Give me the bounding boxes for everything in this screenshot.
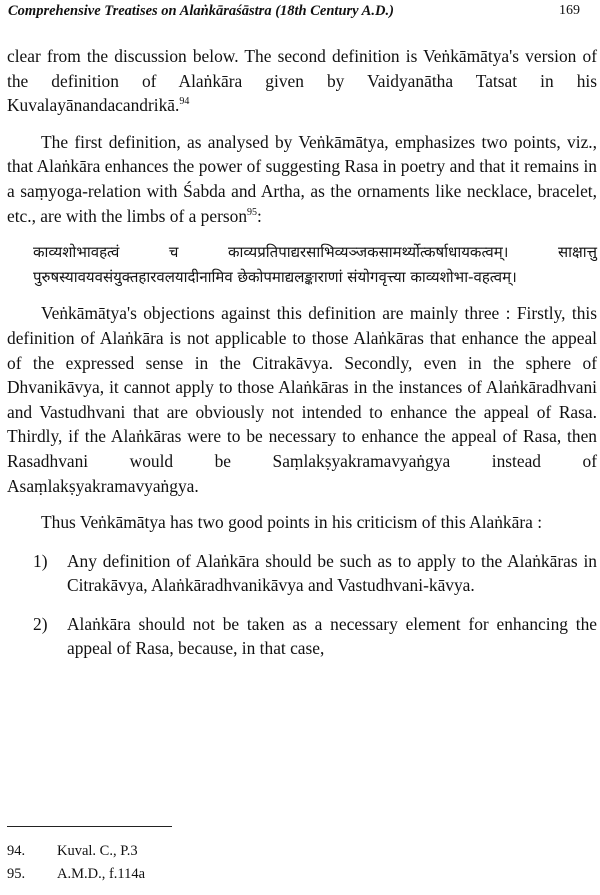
footnote-number: 94.	[7, 843, 26, 859]
paragraph-3: Veṅkāmātya's objections against this definition are mainly three : Firstly, this definition of Alaṅkāra is not applicable to those Alaṅkāras that enhance the appeal of the expressed sense in the Citrakāvya. Secondly, even in the sphere of Dhvanikāvya, it cannot apply to those Alaṅkāras in the instances of Alaṅkāradhvani and Vastudhvani that are obviously not intended to enhance the appeal of Rasa. Thirdly, if the Alaṅkāras were to be necessary to enhance the appeal of Rasa, then Rasadhvani would be Saṃlakṣyakramavyaṅgya instead of Asaṃlakṣyakramavyaṅgya.	[7, 303, 597, 496]
paragraph-2-text: The first definition, as analysed by Veṅkāmātya, emphasizes two points, viz., that Alaṅkāra enhances the power of suggesting Rasa in poetry and that it remains in a saṃyoga-relation with Śabda and Artha, as the ornaments like necklace, bracelet, etc., are with the limbs of a person	[7, 131, 597, 226]
list-item-number: 2)	[33, 613, 48, 634]
running-header	[8, 3, 580, 25]
main-text	[7, 44, 597, 661]
footnote-number: 95.	[7, 866, 26, 882]
paragraph-2-tail: :	[257, 205, 262, 226]
sanskrit-quotation: काव्यशोभावहत्वं च काव्यप्रतिपाद्यरसाभिव्यञ्जकसामर्थ्योत्कर्षाधायकत्वम्। साक्षात्तु पुरुषस्यावयवसंयुक्तहारवलयादीनामिव छेकोपमाद्यलङ्काराणां संयोगवृत्त्या काव्यशोभा-वहत्वम्।	[33, 243, 597, 286]
running-title: Comprehensive Treatises on Alaṅkāraśāstra (18th Century A.D.)	[8, 3, 394, 19]
list-item-text: Alaṅkāra should not be taken as a necessary element for enhancing the appeal of Rasa, because, in that case,	[67, 613, 597, 659]
list-item-text: Any definition of Alaṅkāra should be such as to apply to the Alaṅkāras in Citrakāvya, Alaṅkāradhvanikāvya and Vastudhvani-kāvya.	[67, 550, 597, 596]
footnote-text: Kuval. C., P.3	[57, 843, 138, 859]
paragraph-2	[7, 130, 597, 228]
footnote-95	[7, 866, 145, 883]
footnote-94	[7, 843, 138, 860]
footnote-ref-94: 94	[179, 96, 190, 108]
paragraph-4: Thus Veṅkāmātya has two good points in his criticism of this Alaṅkāra :	[41, 512, 543, 533]
footnote-ref-95: 95	[247, 206, 258, 218]
paragraph-1-text: clear from the discussion below. The second definition is Veṅkāmātya's version of the definition of Alaṅkāra given by Vaidyanātha Tatsat in his Kuvalayānandacandrikā.	[7, 46, 597, 116]
paragraph-1	[7, 44, 597, 118]
footnote-text: A.M.D., f.114a	[57, 866, 146, 882]
list-item-number: 1)	[33, 550, 48, 571]
list-item	[7, 549, 597, 598]
page-number: 169	[559, 3, 580, 18]
numbered-list	[7, 549, 597, 661]
list-item	[7, 612, 597, 661]
footnote-divider	[7, 826, 172, 827]
